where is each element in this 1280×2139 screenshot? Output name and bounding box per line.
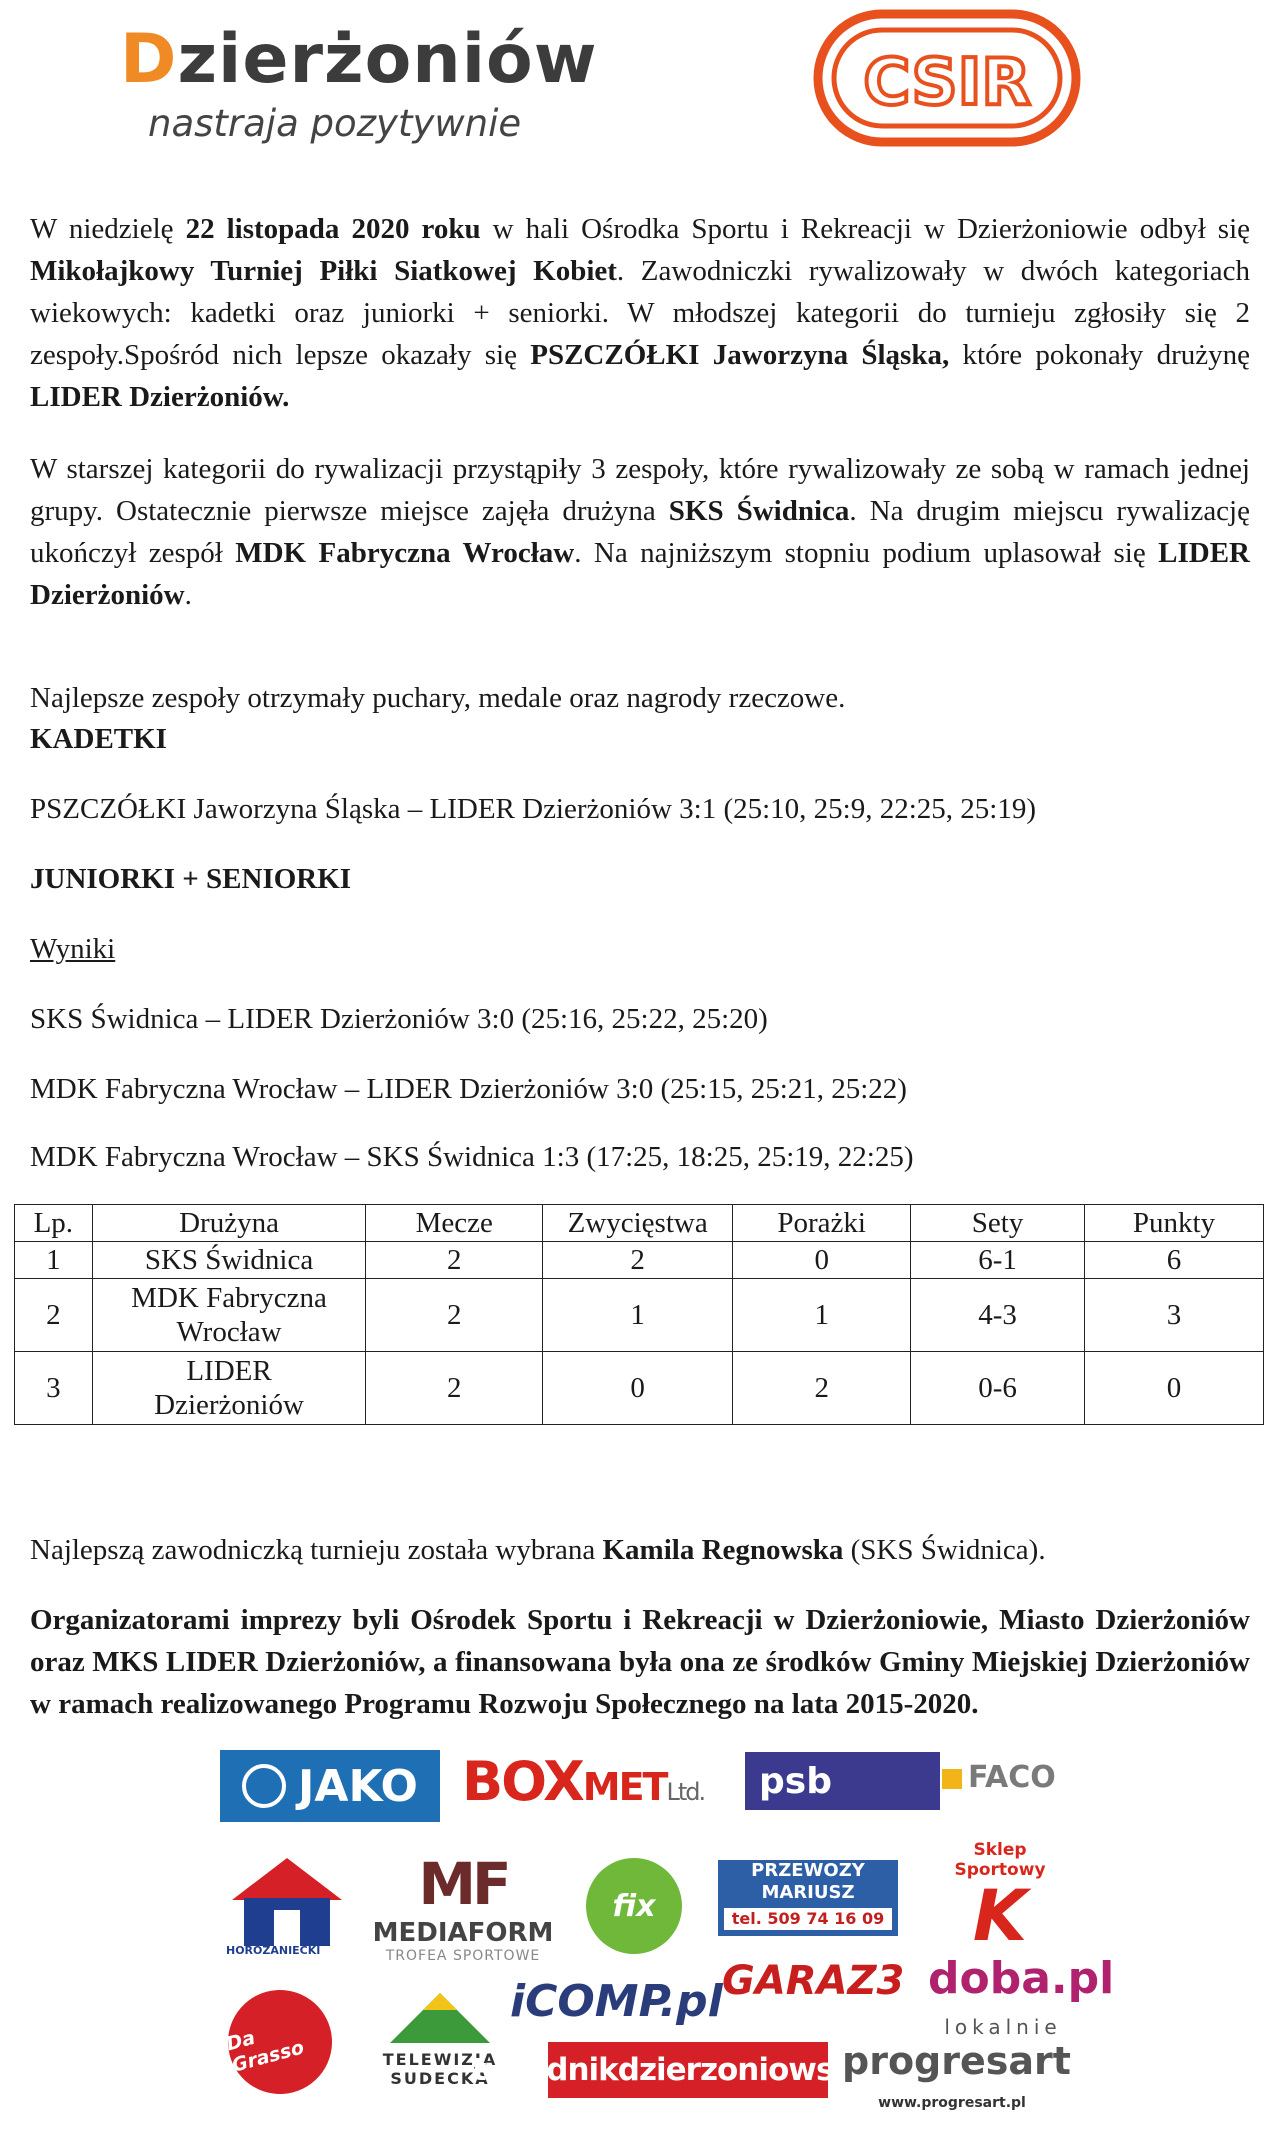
dzierzoniow-logo-name: Dzierżoniów [120,20,598,99]
best-player-paragraph: Najlepszą zawodniczką turnieju została wybrana Kamila Regnowska (SKS Świdnica). [30,1534,1046,1566]
col-header-points: Punkty [1085,1205,1264,1242]
col-header-wins: Zwycięstwa [543,1205,733,1242]
cell-sets: 4-3 [911,1279,1085,1352]
jako-logo: JAKO [220,1750,440,1822]
cell-matches: 2 [366,1279,543,1352]
cell-team: SKS Świdnica [92,1242,366,1279]
fix-logo: fix [586,1858,682,1954]
results-label: Wyniki [30,933,116,965]
col-header-matches: Mecze [366,1205,543,1242]
cell-sets: 6-1 [911,1242,1085,1279]
garaz3-logo: GARAZ3 [722,1958,905,2004]
boxmet-logo: BOXMETLtd. [462,1750,705,1813]
table-row [15,1352,1264,1425]
col-header-sets: Sety [911,1205,1085,1242]
match-result: MDK Fabryczna Wrocław – SKS Świdnica 1:3 (17:25, 18:25, 25:19, 22:25) [30,1141,914,1173]
prizes-paragraph: Najlepsze zespoły otrzymały puchary, medale oraz nagrody rzeczowe. [30,682,846,714]
cell-lp: 2 [15,1279,93,1352]
match-result: SKS Świdnica – LIDER Dzierżoniów 3:0 (25:16, 25:22, 25:20) [30,1003,768,1035]
cell-wins: 2 [543,1242,733,1279]
cell-wins: 1 [543,1279,733,1352]
mountain-icon [385,1988,495,2046]
cell-points: 0 [1085,1352,1264,1425]
cell-matches: 2 [366,1352,543,1425]
progresart-logo: progresart www.progresart.pl [842,2039,1071,2111]
col-header-lp: Lp. [15,1205,93,1242]
intro-paragraph-1: W niedzielę 22 listopada 2020 roku w hali Ośrodka Sportu i Rekreacji w Dzierżoniowie odbył się Mikołajkowy Turniej Piłki Siatkowej Kobiet. Zawodniczki rywalizowały w dwóch kategoriach wiekowych: kadetki oraz juniorki + seniorki. W młodszej kategorii do turnieju zgłosiły się 2 zespoły.Spośród nich lepsze okazały się PSZCZÓŁKI Jaworzyna Śląska, które pokonały drużynę LIDER Dzierżoniów. [30,213,1251,413]
osir-logo-text: CSIR [863,46,1031,120]
kadetki-heading: KADETKI [30,723,167,755]
intro-paragraph-2: W starszej kategorii do rywalizacji przystąpiły 3 zespoły, które rywalizowały ze sobą w ramach jednej grupy. Ostatecznie pierwsze miejsce zajęła drużyna SKS Świdnica. Na drugim miejscu rywalizację ukończył zespół MDK Fabryczna Wrocław. Na najniższym stopniu podium uplasował się LIDER Dzierżoniów. [30,453,1250,611]
doba-logo: doba.pl lokalnie [928,1953,1115,2039]
dagrasso-logo: Da Grasso [216,1978,343,2105]
sklep-sportowy-logo: Sklep Sportowy K [930,1840,1070,1960]
table-header-row [15,1205,1264,1242]
trophy-icon: MF [418,1850,508,1918]
cell-lp: 3 [15,1352,93,1425]
jako-emblem-icon [242,1764,286,1808]
col-header-team: Drużyna [92,1205,366,1242]
table-row [15,1279,1264,1352]
przewozy-logo: PRZEWOZY MARIUSZ tel. 509 74 16 09 [718,1860,898,1936]
horozaniecki-logo: HOROZANIECKI [222,1850,352,1960]
cell-team: MDK Fabryczna Wrocław [92,1279,366,1352]
psb-logo: psb [745,1752,940,1810]
telewizja-sudecka-logo: TELEWIZJA SUDECKA [375,1988,505,2098]
osir-logo [812,8,1082,148]
sport-k-icon: K [972,1875,1028,1957]
col-header-losses: Porażki [733,1205,911,1242]
match-result: MDK Fabryczna Wrocław – LIDER Dzierżoniów 3:0 (25:15, 25:21, 25:22) [30,1073,907,1105]
dzierzoniow-logo [120,20,640,150]
cell-lp: 1 [15,1242,93,1279]
cell-losses: 0 [733,1242,911,1279]
table-row [15,1242,1264,1279]
cell-wins: 0 [543,1352,733,1425]
cell-team: LIDER Dzierżoniów [92,1352,366,1425]
cell-points: 3 [1085,1279,1264,1352]
tygodnik-logo: tygodnikdzierzoniowski.pl [548,2042,828,2098]
cell-losses: 1 [733,1279,911,1352]
kadetki-result: PSZCZÓŁKI Jaworzyna Śląska – LIDER Dzierżoniów 3:1 (25:10, 25:9, 22:25, 25:19) [30,793,1036,825]
organizers-paragraph: Organizatorami imprezy byli Ośrodek Sportu i Rekreacji w Dzierżoniowie, Miasto Dzierżoniów oraz MKS LIDER Dzierżoniów, a finansowana była ona ze środków Gminy Miejskiej Dzierżoniów w ramach realizowanego Programu Rozwoju Społecznego na lata 2015-2020. [30,1604,1250,1720]
sponsors-area [0,1740,1280,2130]
cell-losses: 2 [733,1352,911,1425]
cell-matches: 2 [366,1242,543,1279]
mediaform-logo: MF MEDIAFORM TROFEA SPORTOWE [358,1850,568,1970]
standings-table [14,1204,1264,1425]
juniorki-heading: JUNIORKI + SENIORKI [30,863,352,895]
dzierzoniow-tagline: nastraja pozytywnie [148,102,522,145]
cell-sets: 0-6 [911,1352,1085,1425]
icomp-logo: iCOMP.pl [510,1976,723,2027]
faco-logo: FACO [942,1760,1072,1804]
cell-points: 6 [1085,1242,1264,1279]
